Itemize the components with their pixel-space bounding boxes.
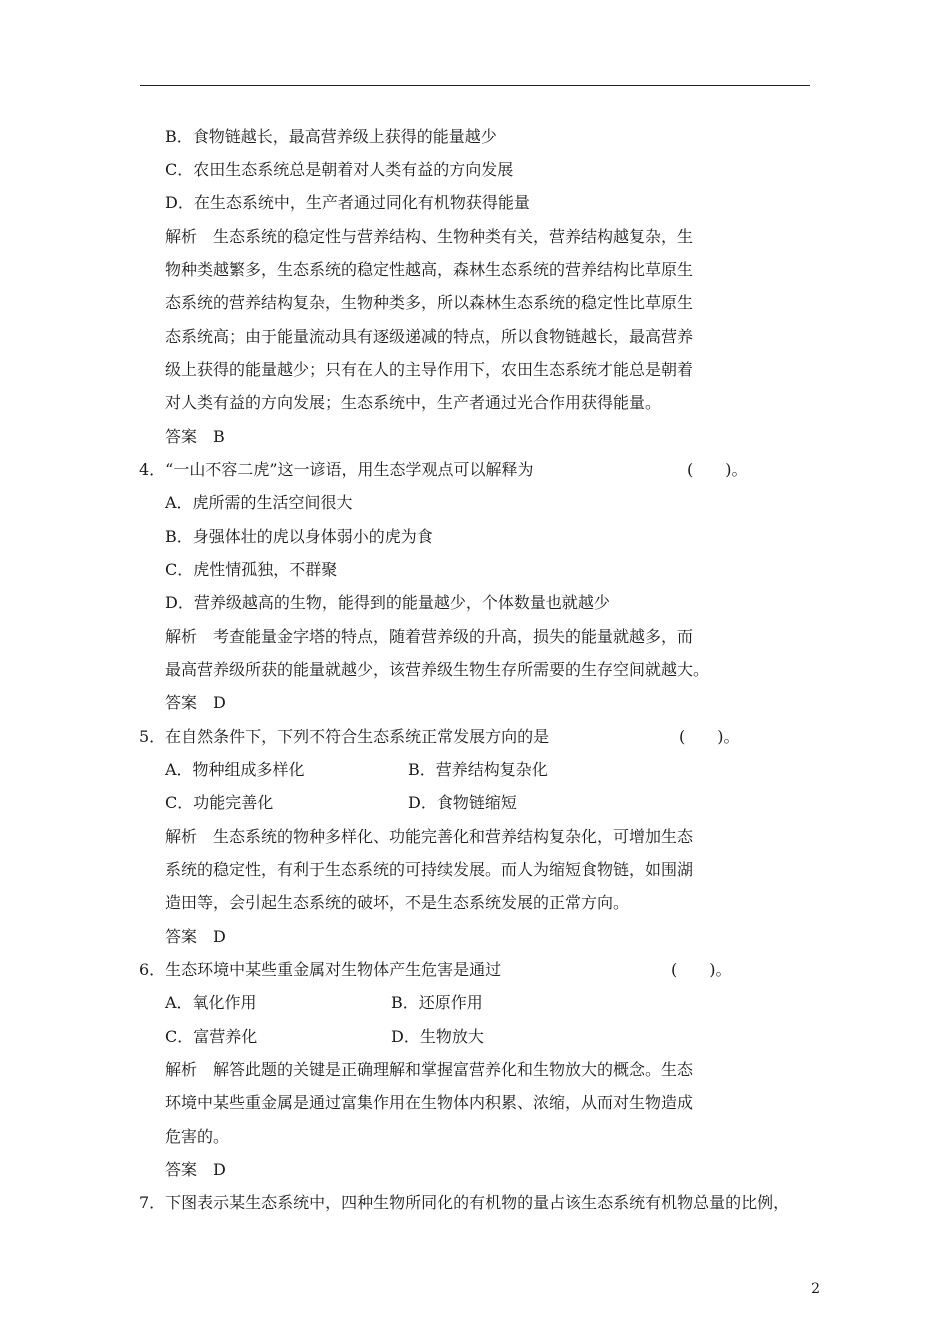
explanation-line: 环境中某些重金属是通过富集作用在生物体内积累、浓缩，从而对生物造成	[165, 1093, 694, 1112]
answer: 答案 D	[165, 1160, 226, 1179]
explanation-line: 危害的。	[165, 1127, 230, 1146]
answer: 答案 D	[165, 693, 226, 712]
explanation-line: 最高营养级所获的能量就越少，该营养级生物生存所需要的生存空间就越大。	[165, 660, 710, 679]
explanation-line: 物种类越繁多，生态系统的稳定性越高，森林生态系统的营养结构比草原生	[165, 260, 694, 279]
explanation-line: 态系统的营养结构复杂，生物种类多，所以森林生态系统的稳定性比草原生	[165, 293, 694, 312]
option-d: D．生物放大	[391, 1027, 484, 1046]
explanation-line: 态系统高；由于能量流动具有逐级递减的特点，所以食物链越长，最高营养	[165, 327, 694, 346]
option-b: B．身强体壮的虎以身体弱小的虎为食	[165, 527, 433, 546]
explanation-line: 解析 考查能量金字塔的特点，随着营养级的升高，损失的能量就越多，而	[165, 627, 694, 646]
option-c: C．虎性情孤独，不群聚	[165, 560, 338, 579]
option-d: D．食物链缩短	[408, 793, 517, 812]
option-c: C．富营养化	[165, 1027, 258, 1046]
option-b: B．还原作用	[391, 993, 483, 1012]
question-6: 6．生态环境中某些重金属对生物体产生危害是通过	[139, 960, 502, 979]
question-4: 4．“一山不容二虎”这一谚语，用生态学观点可以解释为	[139, 460, 534, 479]
question-7: 7．下图表示某生态系统中，四种生物所同化的有机物的量占该生态系统有机物总量的比例，	[139, 1193, 790, 1212]
answer-blank: ( )。	[671, 960, 732, 979]
explanation-line: 造田等，会引起生态系统的破坏，不是生态系统发展的正常方向。	[165, 893, 630, 912]
explanation-line: 解析 生态系统的物种多样化、功能完善化和营养结构复杂化，可增加生态	[165, 827, 694, 846]
option-b: B．食物链越长，最高营养级上获得的能量越少	[165, 127, 497, 146]
explanation-line: 级上获得的能量越少；只有在人的主导作用下，农田生态系统才能总是朝着	[165, 360, 694, 379]
answer: 答案 D	[165, 927, 226, 946]
option-a: A．氧化作用	[165, 993, 257, 1012]
option-a: A．虎所需的生活空间很大	[165, 493, 353, 512]
option-c: C．农田生态系统总是朝着对人类有益的方向发展	[165, 160, 514, 179]
page-number: 2	[811, 1281, 820, 1297]
option-c: C．功能完善化	[165, 793, 274, 812]
explanation-line: 解析 解答此题的关键是正确理解和掌握富营养化和生物放大的概念。生态	[165, 1060, 694, 1079]
option-b: B．营养结构复杂化	[408, 760, 548, 779]
option-d: D．在生态系统中，生产者通过同化有机物获得能量	[165, 193, 530, 212]
answer: 答案 B	[165, 427, 225, 446]
option-a: A．物种组成多样化	[165, 760, 305, 779]
explanation-line: 解析 生态系统的稳定性与营养结构、生物种类有关，营养结构越复杂，生	[165, 227, 694, 246]
header-rule	[140, 85, 810, 86]
question-5: 5．在自然条件下，下列不符合生态系统正常发展方向的是	[139, 727, 550, 746]
answer-blank: ( )。	[679, 727, 740, 746]
explanation-line: 对人类有益的方向发展；生态系统中，生产者通过光合作用获得能量。	[165, 393, 662, 412]
explanation-line: 系统的稳定性，有利于生态系统的可持续发展。而人为缩短食物链，如围湖	[165, 860, 694, 879]
answer-blank: ( )。	[687, 460, 748, 479]
option-d: D．营养级越高的生物，能得到的能量越少，个体数量也就越少	[165, 593, 610, 612]
